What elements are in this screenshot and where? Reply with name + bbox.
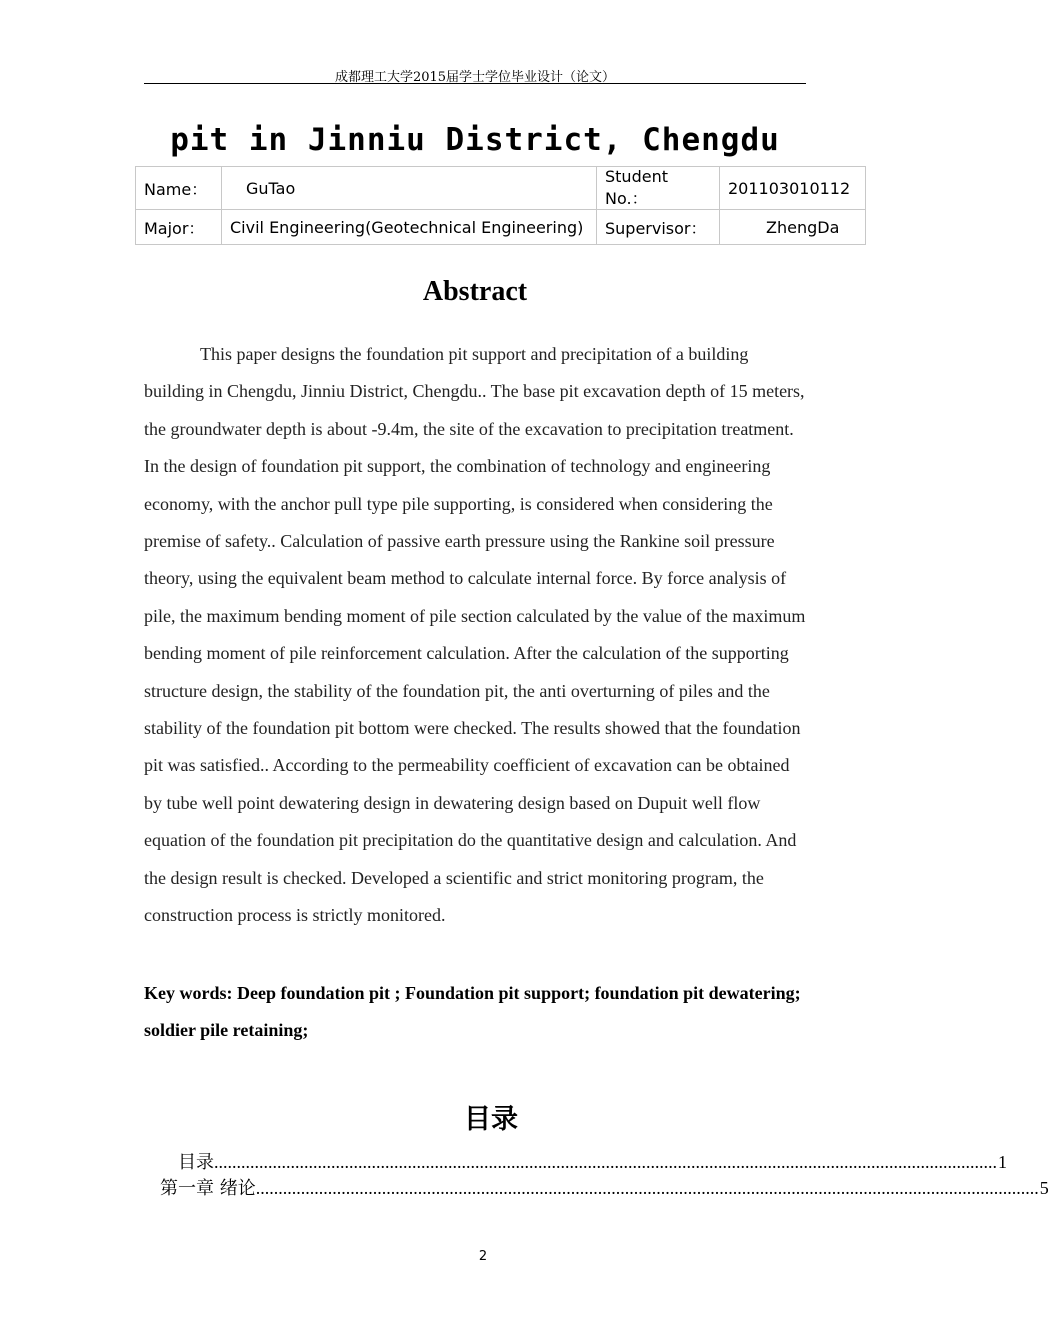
name-label: Name： [136,167,222,210]
toc-entry-page: 5 [1039,1178,1049,1198]
toc-heading: 目录 [464,1104,518,1135]
supervisor-value-text: ZhengDa [766,217,840,237]
toc-entry[interactable] [160,1174,1049,1200]
toc-entry-label: 目录 [178,1152,214,1173]
keywords: Key words: Deep foundation pit ; Foundation pit support; foundation pit dewatering; soldier pile retaining; [144,983,801,1041]
student-no-label: Student No.： [597,167,720,210]
major-label: Major： [136,210,222,245]
name-value [222,167,597,210]
supervisor-value [720,210,866,245]
abstract-heading: Abstract [422,276,528,307]
toc-entry-page: 1 [998,1152,1007,1172]
page-number: 2 [478,1249,488,1264]
major-value: Civil Engineering(Geotechnical Engineering) [222,210,597,245]
student-no-value: 201103010112 [720,167,866,210]
abstract-body: This paper designs the foundation pit support and precipitation of a building building in Chengdu, Jinniu District, Chengdu.. The base pit excavation depth of 15 meters, the groundwater depth is about -9.4m, the site of the excavation to precipitation treatment. In the design of foundation pit support, the combination of technology and engineering economy, with the anchor pull type pile supporting, is considered when considering the premise of safety.. Calculation of passive earth pressure using the Rankine soil pressure theory, using the equivalent beam method to calculate internal force. By force analysis of pile, the maximum bending moment of pile section calculated by the value of the maximum bending moment of pile reinforcement calculation. After the calculation of the supporting structure design, the stability of the foundation pit, the anti overturning of piles and the stability of the foundation pit bottom were checked. The results showed that the foundation pit was satisfied.. According to the permeability coefficient of excavation can be obtained by tube well point dewatering design in dewatering design based on Dupuit well flow equation of the foundation pit precipitation do the quantitative design and calculation. And the design result is checked. Developed a scientific and strict monitoring program, the construction process is strictly monitored. [144,344,806,926]
supervisor-label: Supervisor： [597,210,720,245]
thesis-title: pit in Jinniu District, Chengdu [170,122,780,158]
info-row-major [136,210,866,245]
toc-entry[interactable] [178,1148,1007,1174]
running-header: 成都理工大学2015届学士学位毕业设计（论文） [334,70,616,85]
name-value-text: GuTao [246,178,296,198]
header-rule [144,83,806,84]
toc-entry-label: 第一章 绪论 [160,1178,256,1199]
info-row-name [136,167,866,210]
toc-leader-dots: .............................................................................................................................................................................. [255,1178,1039,1198]
student-info-table [135,166,866,245]
toc-leader-dots: .............................................................................................................................................................................. [214,1152,997,1172]
